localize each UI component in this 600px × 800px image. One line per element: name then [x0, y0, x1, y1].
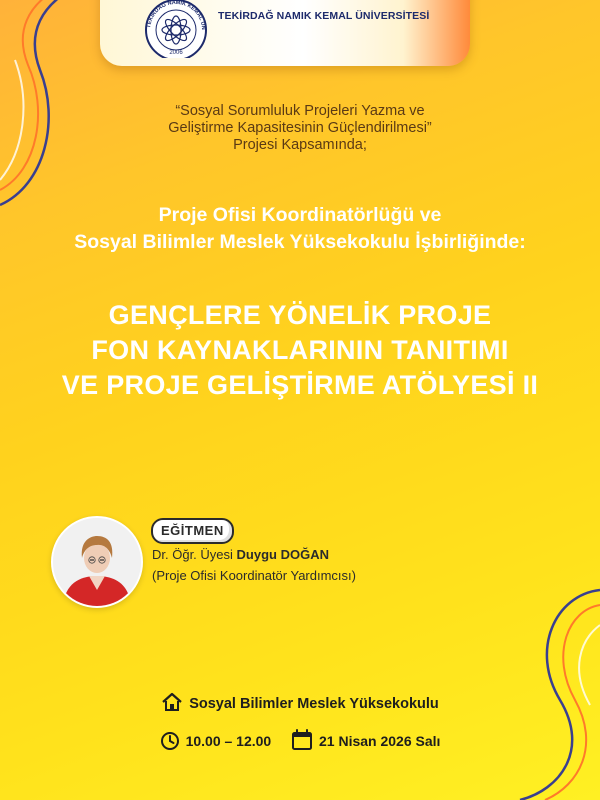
trainer-title: Dr. Öğr. Üyesi — [152, 547, 233, 562]
event-title — [0, 298, 600, 403]
calendar-icon — [291, 729, 313, 754]
home-icon — [161, 692, 183, 716]
intro-line-1: “Sosyal Sorumluluk Projeleri Yazma ve — [175, 103, 425, 119]
trainer-name: Duygu DOĞAN — [236, 547, 329, 562]
trainer-name-line — [152, 547, 329, 562]
trainer-portrait — [53, 518, 141, 606]
trainer-avatar — [51, 516, 143, 608]
university-name: TEKİRDAĞ NAMIK KEMAL ÜNİVERSİTESİ — [218, 10, 430, 22]
title-line-2: FON KAYNAKLARININ TANITIMI — [91, 335, 509, 365]
collaboration-heading — [0, 202, 600, 256]
seal-text: TEKİRDAĞ NAMIK KEMAL ÜN — [146, 0, 207, 31]
trainer-role: (Proje Ofisi Koordinatör Yardımcısı) — [152, 568, 356, 583]
clock-icon — [160, 731, 180, 754]
event-venue — [0, 692, 600, 716]
venue-text: Sosyal Bilimler Meslek Yüksekokulu — [189, 696, 439, 712]
trainer-badge: EĞİTMEN — [151, 518, 234, 544]
title-line-1: GENÇLERE YÖNELİK PROJE — [108, 300, 492, 330]
event-datetime — [0, 729, 600, 754]
event-date: 21 Nisan 2026 Salı — [319, 733, 441, 749]
collab-line-1: Proje Ofisi Koordinatörlüğü ve — [158, 204, 442, 226]
event-time: 10.00 – 12.00 — [185, 733, 272, 749]
title-line-3: VE PROJE GELİŞTİRME ATÖLYESİ II — [61, 370, 539, 400]
collab-line-2: Sosyal Bilimler Meslek Yüksekokulu İşbirliğinde: — [74, 231, 526, 253]
seal-year: 2006 — [169, 50, 183, 56]
intro-line-2: Geliştirme Kapasitesinin Güçlendirilmesi” — [168, 120, 432, 136]
project-intro — [80, 103, 520, 154]
intro-line-3: Projesi Kapsamında; — [233, 137, 367, 153]
university-seal-logo — [138, 0, 214, 58]
